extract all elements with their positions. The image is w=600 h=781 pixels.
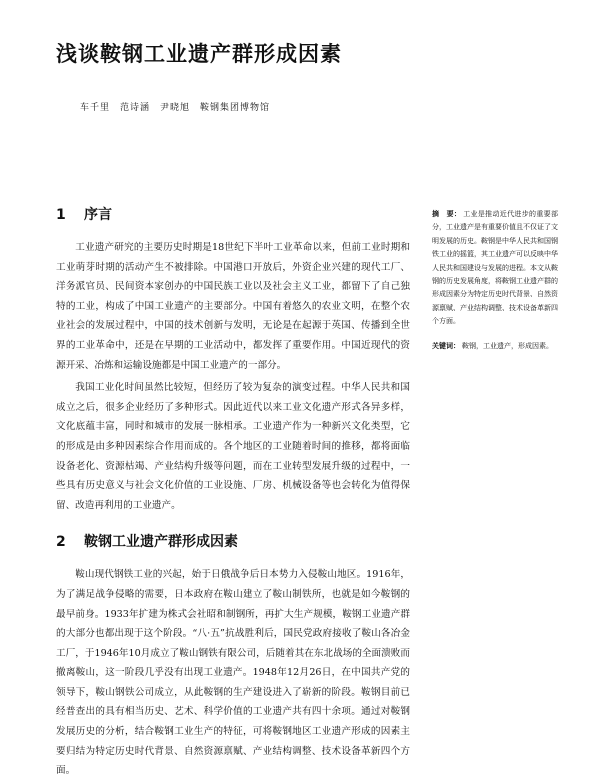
section-heading-2 (56, 531, 410, 551)
section-title: 序言 (84, 207, 112, 223)
keywords (432, 339, 558, 353)
section-number: 2 (56, 534, 66, 551)
keywords-label: 关键词： (432, 340, 460, 350)
abstract-sidebar (432, 207, 558, 353)
section-number: 1 (56, 207, 66, 223)
paragraph: 我国工业化时间虽然比较短，但经历了较为复杂的演变过程。中华人民共和国成立之后，很多企业经历了多种形式。因此近代以来工业文化遗产形式各异多样，文化底蕴丰富，同时和城市的发展一脉相承。工业遗产作为一种新兴文化类型，它的形成是由多种因素综合作用而成的。各个地区的工业随着时间的推移，都将面临设备老化、资源枯竭、产业结构升级等问题，而在工业转型发展升级的过程中，一些具有历史意义与社会文化价值的工业设施、厂房、机械设备等也会转化为值得保留、改造再利用的工业遗产。 (56, 382, 410, 511)
paragraph: 工业遗产研究的主要历史时期是18世纪下半叶工业革命以来，但前工业时期和工业萌芽时期的活动产生不被排除。中国港口开放后，外资企业兴建的现代工厂、洋务派官员、民间资本家创办的中国民族工业以及社会主义工业，都留下了自己独特的工业，构成了中国工业遗产的主要部分。中国有着悠久的农业文明，在整个农业社会的发展过程中，中国的技术创新与发明，无论是在起源于英国、传播到全世界的工业革命中，还是在早期的工业活动中，都发挥了重要作用。中国近现代的资源开采、冶炼和运输设施都是中国工业遗产的一部分。 (56, 242, 410, 371)
author-line: 车千里 范诗涵 尹晓旭 鞍钢集团博物馆 (80, 103, 271, 113)
section-title: 鞍钢工业遗产群形成因素 (84, 534, 238, 551)
keywords-text: 鞍钢，工业遗产，形成因素。 (462, 341, 553, 350)
abstract (432, 207, 558, 329)
abstract-label: 摘 要： (432, 209, 462, 218)
paragraph: 鞍山现代钢铁工业的兴起，始于日俄战争后日本势力入侵鞍山地区。1916年，为了满足战争侵略的需要，日本政府在鞍山建立了鞍山制铁所，也就是如今鞍钢的最早前身。1933年扩建为株式会社昭和制钢所，再扩大生产规模，鞍钢工业遗产群的大部分也都出现于这个阶段。“八·五”抗战胜利后，国民党政府接收了鞍山各冶金工厂，于1946年10月成立了鞍山钢铁有限公司，后随着其在东北战场的全面溃败而撤离鞍山，这一阶段几乎没有出现工业遗产。1948年12月26日，在中国共产党的领导下，鞍山钢铁公司成立，从此鞍钢的生产建设进入了崭新的阶段。鞍钢目前已经普查出的具有相当历史、艺术、科学价值的工业遗产共有四十余项。通过对鞍钢发展历史的分析，结合鞍钢工业生产的特征，可将鞍钢地区工业遗产形成的因素主要归结为特定历史时代背景、自然资源禀赋、产业结构调整、技术设备革新四个方面。 (56, 569, 410, 777)
article-body (56, 204, 410, 781)
article-title: 浅谈鞍钢工业遗产群形成因素 (56, 41, 342, 66)
abstract-text: 工业是推动近代进步的重要部分，工业遗产是有重要价值且不仅证了文明发展的历史。鞍钢是中华人民共和国钢铁工业的摇篮，其工业遗产可以反映中华人民共和国建设与发展的进程。本文从鞍钢的历史发展角度，将鞍钢工业遗产群的形成因素分为特定历史时代背景、自然资源禀赋、产业结构调整、技术设备革新四个方面。 (432, 210, 558, 326)
section-heading-1 (56, 204, 410, 224)
